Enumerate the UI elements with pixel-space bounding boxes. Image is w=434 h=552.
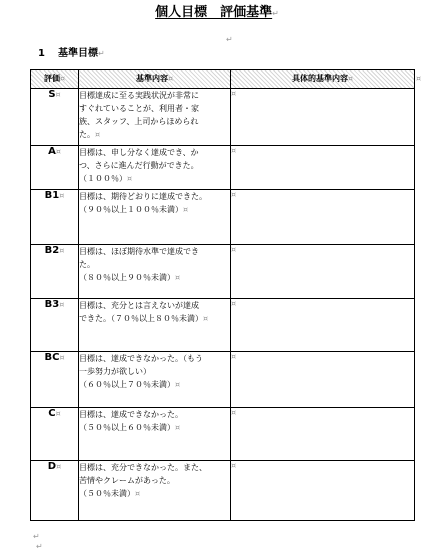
paragraph-mark: ↵ [33, 532, 40, 541]
page-title [0, 5, 434, 22]
specific-criteria-cell[interactable] [231, 146, 415, 190]
criteria-line: 目標は、達成できなかった。（もう [79, 354, 203, 363]
cell-end-mark: ¤ [231, 190, 237, 199]
criteria-line: 目標は、充分できなかった。また、 [79, 463, 207, 472]
grade-label: BC [44, 352, 60, 363]
grade-label: B3 [44, 299, 60, 310]
criteria-line: 目標達成に至る実践状況が非常に [79, 91, 199, 100]
criteria-line: つ、さらに進んだ行動ができた。 [79, 161, 199, 170]
specific-criteria-cell[interactable] [231, 245, 415, 299]
cell-end-mark: ¤ [95, 130, 101, 139]
paragraph-mark: ↵ [226, 35, 233, 44]
criteria-cell [79, 299, 231, 352]
criteria-line: できた。（７０％以上８０％未満） [79, 314, 203, 323]
criteria-cell [79, 352, 231, 408]
criteria-line-wrap [79, 172, 230, 185]
criteria-line: た。 [79, 130, 95, 139]
grade-cell [31, 352, 79, 408]
table-row [31, 299, 415, 352]
specific-criteria-cell[interactable] [231, 352, 415, 408]
criteria-line: 目標は、充分とは言えないが達成 [79, 301, 199, 310]
grade-label: A [48, 146, 56, 157]
specific-criteria-cell[interactable] [231, 299, 415, 352]
grade-label: C [48, 408, 56, 419]
cell-end-mark: ¤ [231, 461, 237, 470]
cell-end-mark: ¤ [231, 146, 237, 155]
grade-cell [31, 408, 79, 461]
grade-label: S [48, 89, 56, 100]
header-specific-criteria: 具体的基準内容¤ [231, 70, 415, 89]
section-heading [38, 48, 105, 60]
specific-criteria-cell[interactable] [231, 190, 415, 245]
cell-end-mark: ¤ [59, 353, 65, 362]
section-number: 1 [38, 48, 45, 59]
criteria-line-wrap [79, 312, 230, 325]
specific-criteria-cell[interactable] [231, 408, 415, 461]
paragraph-mark: ↵ [98, 49, 105, 58]
criteria-line: すぐれていることが、利用者・家 [79, 104, 199, 113]
evaluation-criteria-table [30, 69, 415, 521]
cell-end-mark: ¤ [231, 352, 237, 361]
criteria-line: 一歩努力が欲しい） [79, 367, 151, 376]
criteria-cell [79, 146, 231, 190]
criteria-line: た。 [79, 260, 95, 269]
paragraph-mark: ↵ [36, 542, 43, 551]
criteria-line-wrap [79, 203, 230, 216]
table-row [31, 245, 415, 299]
cell-end-mark: ¤ [135, 489, 141, 498]
cell-end-mark: ¤ [55, 147, 61, 156]
table-body [31, 89, 415, 521]
criteria-line: 目標は、ほぼ期待水準で達成でき [79, 247, 199, 256]
cell-end-mark: ¤ [231, 89, 237, 98]
header-grade: 評価¤ [31, 70, 79, 89]
criteria-line: 目標は、申し分なく達成でき、か [79, 148, 199, 157]
cell-end-mark: ¤ [231, 299, 237, 308]
criteria-line: （８０％以上９０％未満） [79, 273, 175, 282]
cell-end-mark: ¤ [59, 191, 65, 200]
criteria-line-wrap [79, 378, 230, 391]
cell-end-mark: ¤ [55, 409, 61, 418]
criteria-line: （９０％以上１００％未満） [79, 205, 183, 214]
paragraph-mark: ↵ [272, 9, 279, 18]
grade-label: B1 [44, 190, 60, 201]
grade-cell [31, 190, 79, 245]
criteria-line-wrap [79, 128, 230, 141]
table-row [31, 408, 415, 461]
table-row [31, 352, 415, 408]
grade-cell [31, 89, 79, 146]
criteria-line: （５０％以上６０％未満） [79, 423, 175, 432]
grade-label: D [47, 461, 57, 472]
cell-end-mark: ¤ [231, 245, 237, 254]
cell-end-mark: ¤ [55, 90, 61, 99]
criteria-line: 苦情やクレームがあった。 [79, 476, 175, 485]
table-end-mark: ¤ [416, 74, 422, 83]
cell-end-mark: ¤ [56, 462, 62, 471]
criteria-line-wrap [79, 487, 230, 500]
cell-end-mark: ¤ [59, 246, 65, 255]
cell-end-mark: ¤ [175, 380, 181, 389]
section-heading-text: 基準目標 [58, 48, 98, 59]
specific-criteria-cell[interactable] [231, 89, 415, 146]
grade-cell [31, 146, 79, 190]
cell-end-mark: ¤ [175, 423, 181, 432]
criteria-line: 目標は、達成できなかった。 [79, 410, 183, 419]
table-row [31, 146, 415, 190]
cell-end-mark: ¤ [175, 273, 181, 282]
cell-end-mark: ¤ [231, 408, 237, 417]
cell-end-mark: ¤ [59, 300, 65, 309]
criteria-line: （６０％以上７０％未満） [79, 380, 175, 389]
table-row [31, 89, 415, 146]
cell-end-mark: ¤ [203, 314, 209, 323]
grade-cell [31, 299, 79, 352]
criteria-cell [79, 190, 231, 245]
criteria-cell [79, 408, 231, 461]
criteria-line: （５０％未満） [79, 489, 135, 498]
cell-end-mark: ¤ [127, 174, 133, 183]
criteria-line: 目標は、期待どおりに達成できた。 [79, 192, 207, 201]
criteria-line-wrap [79, 421, 230, 434]
table-row [31, 190, 415, 245]
page-title-text: 個人目標 評価基準 [155, 5, 273, 20]
criteria-line: 族、スタッフ、上司からほめられ [79, 117, 199, 126]
criteria-cell [79, 245, 231, 299]
criteria-cell [79, 89, 231, 146]
table-row [31, 461, 415, 521]
grade-label: B2 [44, 245, 60, 256]
criteria-line-wrap [79, 271, 230, 284]
cell-end-mark: ¤ [183, 205, 189, 214]
grade-cell [31, 461, 79, 521]
criteria-cell [79, 461, 231, 521]
grade-cell [31, 245, 79, 299]
specific-criteria-cell[interactable] [231, 461, 415, 521]
table-header-row [31, 70, 415, 89]
header-criteria: 基準内容¤ [79, 70, 231, 89]
criteria-line: （１００％） [79, 174, 127, 183]
